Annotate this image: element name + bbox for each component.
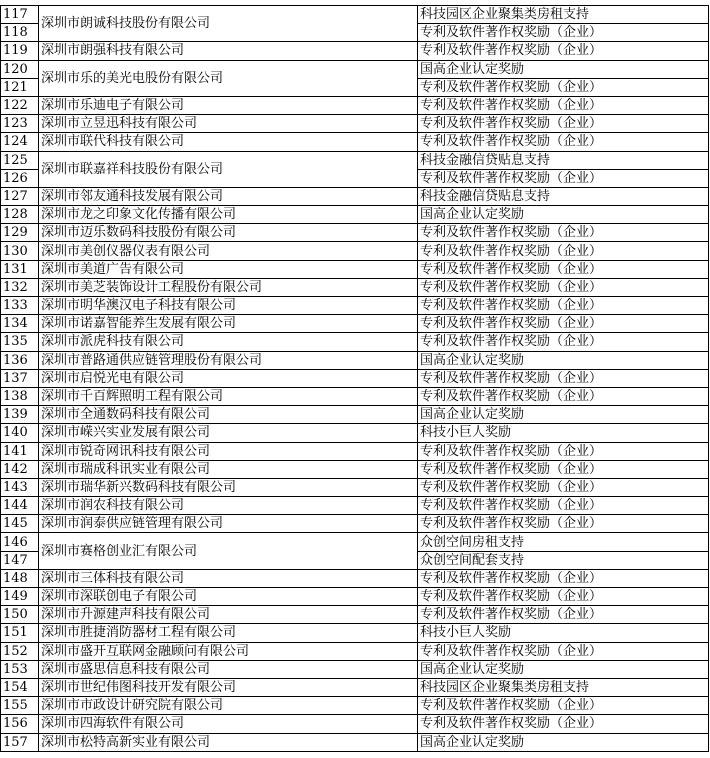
- table-row: [1, 515, 709, 533]
- row-number: 145: [1, 515, 39, 533]
- row-number: 135: [1, 333, 39, 351]
- table-row: [1, 624, 709, 642]
- row-number: 122: [1, 96, 39, 114]
- table-row: [1, 733, 709, 751]
- row-number: 128: [1, 206, 39, 224]
- company-name: 深圳市赛格创业汇有限公司: [39, 533, 418, 569]
- table-row: [1, 588, 709, 606]
- company-name: 深圳市胜捷消防器材工程有限公司: [39, 624, 418, 642]
- table-row: [1, 606, 709, 624]
- table-row: [1, 260, 709, 278]
- table-row: [1, 297, 709, 315]
- company-name: 深圳市瑞成科讯实业有限公司: [39, 460, 418, 478]
- row-number: 138: [1, 387, 39, 405]
- row-number: 127: [1, 187, 39, 205]
- row-number: 121: [1, 78, 39, 96]
- row-number: 151: [1, 624, 39, 642]
- award-type: 专利及软件著作权奖励（企业）: [418, 224, 709, 242]
- table-row: [1, 6, 709, 24]
- row-number: 146: [1, 533, 39, 551]
- row-number: 120: [1, 60, 39, 78]
- row-number: 136: [1, 351, 39, 369]
- award-type: 专利及软件著作权奖励（企业）: [418, 315, 709, 333]
- award-type: 专利及软件著作权奖励（企业）: [418, 697, 709, 715]
- table-row: [1, 569, 709, 587]
- company-name: 深圳市锐奇网讯科技有限公司: [39, 442, 418, 460]
- company-name: 深圳市松特高新实业有限公司: [39, 733, 418, 751]
- company-name: 深圳市升源建声科技有限公司: [39, 606, 418, 624]
- table-row: [1, 315, 709, 333]
- award-type: 专利及软件著作权奖励（企业）: [418, 96, 709, 114]
- table-row: [1, 642, 709, 660]
- award-type: 专利及软件著作权奖励（企业）: [418, 133, 709, 151]
- award-type: 专利及软件著作权奖励（企业）: [418, 715, 709, 733]
- table-row: [1, 115, 709, 133]
- company-name: 深圳市美芝装饰设计工程股份有限公司: [39, 278, 418, 296]
- table-row: [1, 442, 709, 460]
- award-type: 科技小巨人奖励: [418, 624, 709, 642]
- company-name: 深圳市朗强科技有限公司: [39, 42, 418, 60]
- award-type: 专利及软件著作权奖励（企业）: [418, 278, 709, 296]
- row-number: 154: [1, 678, 39, 696]
- company-name: 深圳市美道广告有限公司: [39, 260, 418, 278]
- award-type: 国高企业认定奖励: [418, 60, 709, 78]
- company-name: 深圳市邻友通科技发展有限公司: [39, 187, 418, 205]
- row-number: 150: [1, 606, 39, 624]
- table-row: [1, 242, 709, 260]
- table-row: [1, 133, 709, 151]
- row-number: 133: [1, 297, 39, 315]
- award-type: 专利及软件著作权奖励（企业）: [418, 333, 709, 351]
- company-name: 深圳市派虎科技有限公司: [39, 333, 418, 351]
- company-name: 深圳市盛思信息科技有限公司: [39, 660, 418, 678]
- award-type: 国高企业认定奖励: [418, 351, 709, 369]
- company-name: 深圳市乐迪电子有限公司: [39, 96, 418, 114]
- company-name: 深圳市乐的美光电股份有限公司: [39, 60, 418, 96]
- table-row: [1, 96, 709, 114]
- table-row: [1, 424, 709, 442]
- award-type: 专利及软件著作权奖励（企业）: [418, 569, 709, 587]
- table-row: [1, 497, 709, 515]
- award-type: 专利及软件著作权奖励（企业）: [418, 588, 709, 606]
- row-number: 123: [1, 115, 39, 133]
- table-row: [1, 151, 709, 169]
- row-number: 152: [1, 642, 39, 660]
- award-type: 科技金融信贷贴息支持: [418, 187, 709, 205]
- award-type: 国高企业认定奖励: [418, 406, 709, 424]
- company-name: 深圳市市政设计研究院有限公司: [39, 697, 418, 715]
- award-type: 专利及软件著作权奖励（企业）: [418, 460, 709, 478]
- company-name: 深圳市润农科技有限公司: [39, 497, 418, 515]
- company-name: 深圳市美创仪器仪表有限公司: [39, 242, 418, 260]
- award-type: 专利及软件著作权奖励（企业）: [418, 42, 709, 60]
- award-type: 国高企业认定奖励: [418, 660, 709, 678]
- company-name: 深圳市明华澳汉电子科技有限公司: [39, 297, 418, 315]
- award-type: 科技金融信贷贴息支持: [418, 151, 709, 169]
- company-name: 深圳市联代科技有限公司: [39, 133, 418, 151]
- row-number: 155: [1, 697, 39, 715]
- company-name: 深圳市诺嘉智能养生发展有限公司: [39, 315, 418, 333]
- table-row: [1, 697, 709, 715]
- award-type: 专利及软件著作权奖励（企业）: [418, 642, 709, 660]
- award-type: 专利及软件著作权奖励（企业）: [418, 169, 709, 187]
- row-number: 147: [1, 551, 39, 569]
- row-number: 140: [1, 424, 39, 442]
- award-type: 专利及软件著作权奖励（企业）: [418, 515, 709, 533]
- table-row: [1, 60, 709, 78]
- company-name: 深圳市启悦光电有限公司: [39, 369, 418, 387]
- row-number: 119: [1, 42, 39, 60]
- award-type: 专利及软件著作权奖励（企业）: [418, 497, 709, 515]
- row-number: 124: [1, 133, 39, 151]
- row-number: 130: [1, 242, 39, 260]
- award-type: 专利及软件著作权奖励（企业）: [418, 24, 709, 42]
- company-name: 深圳市迈乐数码科技股份有限公司: [39, 224, 418, 242]
- award-type: 专利及软件著作权奖励（企业）: [418, 387, 709, 405]
- table-row: [1, 478, 709, 496]
- row-number: 132: [1, 278, 39, 296]
- table-row: [1, 406, 709, 424]
- row-number: 131: [1, 260, 39, 278]
- award-type: 专利及软件著作权奖励（企业）: [418, 297, 709, 315]
- table-row: [1, 351, 709, 369]
- table-row: [1, 187, 709, 205]
- table-row: [1, 42, 709, 60]
- row-number: 139: [1, 406, 39, 424]
- award-type: 专利及软件著作权奖励（企业）: [418, 442, 709, 460]
- row-number: 134: [1, 315, 39, 333]
- award-type: 科技园区企业聚集类房租支持: [418, 678, 709, 696]
- award-type: 众创空间配套支持: [418, 551, 709, 569]
- award-type: 专利及软件著作权奖励（企业）: [418, 478, 709, 496]
- award-type: 科技小巨人奖励: [418, 424, 709, 442]
- company-name: 深圳市千百辉照明工程有限公司: [39, 387, 418, 405]
- company-name: 深圳市立昱迅科技有限公司: [39, 115, 418, 133]
- company-name: 深圳市龙之印象文化传播有限公司: [39, 206, 418, 224]
- row-number: 153: [1, 660, 39, 678]
- row-number: 148: [1, 569, 39, 587]
- table-row: [1, 533, 709, 551]
- award-type: 专利及软件著作权奖励（企业）: [418, 260, 709, 278]
- table-row: [1, 278, 709, 296]
- row-number: 149: [1, 588, 39, 606]
- company-name: 深圳市三体科技有限公司: [39, 569, 418, 587]
- company-name: 深圳市嵘兴实业发展有限公司: [39, 424, 418, 442]
- company-name: 深圳市润泰供应链管理有限公司: [39, 515, 418, 533]
- company-name: 深圳市世纪伟图科技开发有限公司: [39, 678, 418, 696]
- row-number: 129: [1, 224, 39, 242]
- award-type: 国高企业认定奖励: [418, 206, 709, 224]
- company-name: 深圳市普路通供应链管理股份有限公司: [39, 351, 418, 369]
- row-number: 157: [1, 733, 39, 751]
- company-name: 深圳市四海软件有限公司: [39, 715, 418, 733]
- award-type: 专利及软件著作权奖励（企业）: [418, 242, 709, 260]
- table-body: [1, 6, 709, 752]
- company-name: 深圳市盛开互联网金融顾问有限公司: [39, 642, 418, 660]
- row-number: 141: [1, 442, 39, 460]
- row-number: 156: [1, 715, 39, 733]
- funding-list-table: [0, 5, 709, 752]
- row-number: 144: [1, 497, 39, 515]
- row-number: 137: [1, 369, 39, 387]
- company-name: 深圳市深联创电子有限公司: [39, 588, 418, 606]
- row-number: 126: [1, 169, 39, 187]
- row-number: 142: [1, 460, 39, 478]
- award-type: 科技园区企业聚集类房租支持: [418, 6, 709, 24]
- row-number: 117: [1, 6, 39, 24]
- table-row: [1, 660, 709, 678]
- award-type: 专利及软件著作权奖励（企业）: [418, 606, 709, 624]
- table-row: [1, 224, 709, 242]
- company-name: 深圳市瑞华新兴数码科技有限公司: [39, 478, 418, 496]
- company-name: 深圳市联嘉祥科技股份有限公司: [39, 151, 418, 187]
- table-row: [1, 333, 709, 351]
- award-type: 众创空间房租支持: [418, 533, 709, 551]
- table-row: [1, 369, 709, 387]
- table-row: [1, 387, 709, 405]
- award-type: 国高企业认定奖励: [418, 733, 709, 751]
- award-type: 专利及软件著作权奖励（企业）: [418, 78, 709, 96]
- table-row: [1, 678, 709, 696]
- row-number: 125: [1, 151, 39, 169]
- table-row: [1, 206, 709, 224]
- award-type: 专利及软件著作权奖励（企业）: [418, 369, 709, 387]
- row-number: 118: [1, 24, 39, 42]
- company-name: 深圳市全通数码科技有限公司: [39, 406, 418, 424]
- table-row: [1, 460, 709, 478]
- table-row: [1, 715, 709, 733]
- company-name: 深圳市朗诚科技股份有限公司: [39, 6, 418, 42]
- award-type: 专利及软件著作权奖励（企业）: [418, 115, 709, 133]
- row-number: 143: [1, 478, 39, 496]
